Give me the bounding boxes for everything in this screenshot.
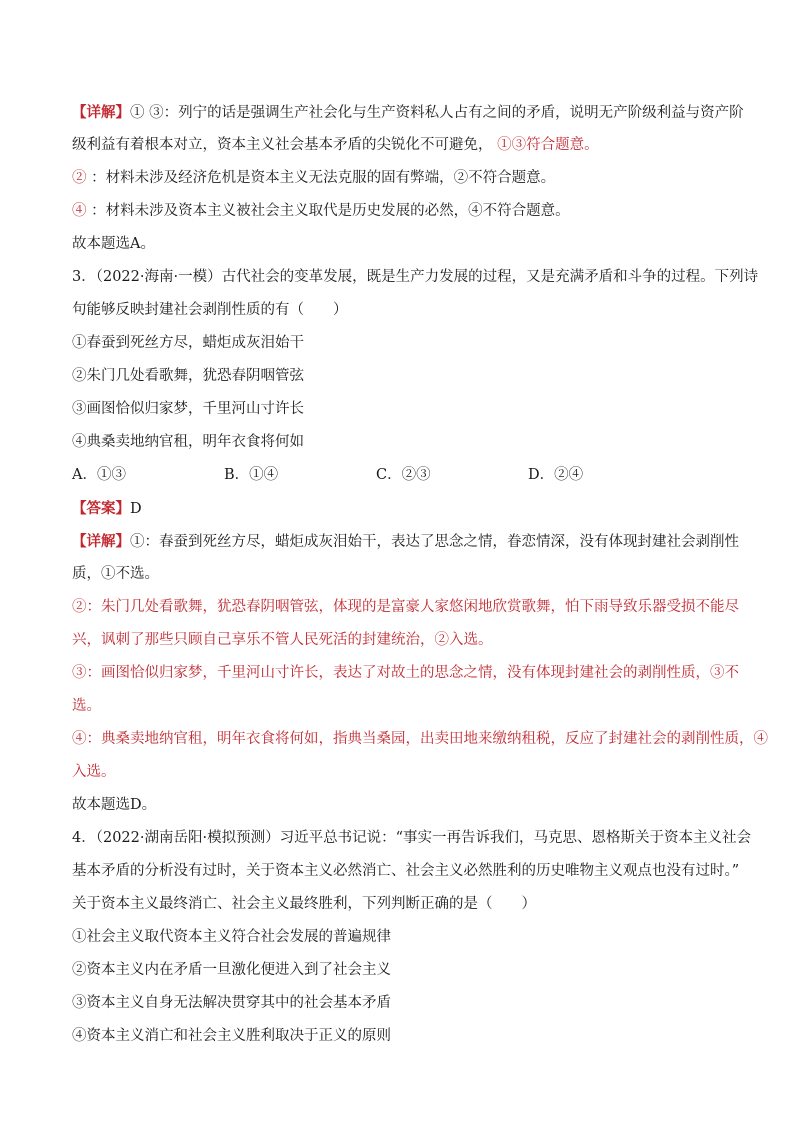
q2-detail-line-1 <box>72 96 744 129</box>
q3-detail-line-2: 质，①不选。 <box>72 566 159 582</box>
q3-stem-line-1: 3．（2022·海南·一模）古代社会的变革发展，既是生产力发展的过程，又是充满矛盾和斗争的过程。下列诗 <box>72 269 759 285</box>
q2-detail-text-2: 级利益有着根本对立，资本主义社会基本矛盾的尖锐化不可避免， <box>72 137 493 153</box>
q3-option-b: B．①④ <box>224 467 279 483</box>
q3-detail-line-5: ③：画图恰似归家梦，千里河山寸许长，表达了对故土的思念之情，没有体现封建社会的剥削性质，③不 <box>72 665 739 681</box>
q2-detail-text-3: ：材料未涉及经济危机是资本主义无法克服的固有弊端，②不符合题意。 <box>86 170 556 186</box>
q3-conclusion: 故本题选D。 <box>72 797 157 813</box>
q2-detail-text-1: ① ③：列宁的话是强调生产社会化与生产资料私人占有之间的矛盾，说明无产阶级利益与资产阶 <box>130 105 744 121</box>
q3-answer-tag: 【答案】 <box>72 500 130 517</box>
q3-item-3: ③画图恰似归家梦，千里河山寸许长 <box>72 401 304 417</box>
q2-detail-line-4 <box>72 195 732 228</box>
q2-detail-marker-4: ④ <box>72 203 87 219</box>
q3-detail-line-8: 入选。 <box>72 764 116 780</box>
q4-stem-line-1: 4．（2022·湖南岳阳·模拟预测）习近平总书记说：“事实一再告诉我们，马克思、恩格斯关于资本主义社会 <box>72 830 752 846</box>
page-content <box>72 96 768 1053</box>
q3-answer <box>72 492 732 525</box>
q3-options <box>72 459 732 492</box>
q3-item-1: ①春蚕到死丝方尽，蜡炬成灰泪始干 <box>72 335 304 351</box>
q3-detail-line-7: ④：典桑卖地纳官租，明年衣食将何如，指典当桑园，出卖田地来缴纳租税，反应了封建社会的剥削性质，④ <box>72 731 768 747</box>
q2-detail-verdict: ①③符合题意。 <box>492 137 599 153</box>
q3-detail-line-3: ②：朱门几处看歌舞，犹恐春阴咽管弦，体现的是富豪人家悠闲地欣赏歌舞，怕下雨导致乐器受损不能尽 <box>72 599 739 615</box>
q3-detail-text-1: ①：春蚕到死丝方尽，蜡炬成灰泪始干，表达了思念之情，眷恋情深，没有体现封建社会剥削性 <box>130 534 739 550</box>
q2-detail-marker-2: ② <box>72 170 87 186</box>
q3-option-c: C．②③ <box>376 467 431 483</box>
q3-detail-tag: 【详解】 <box>72 533 130 550</box>
q4-item-2: ②资本主义内在矛盾一旦激化便进入到了社会主义 <box>72 962 391 978</box>
q3-detail-line-1 <box>72 525 739 558</box>
q3-answer-value: D <box>130 501 142 517</box>
q4-stem-line-3: 关于资本主义最终消亡、社会主义最终胜利，下列判断正确的是（ ） <box>72 896 536 912</box>
q3-item-4: ④典桑卖地纳官租，明年衣食将何如 <box>72 434 304 450</box>
q2-detail-line-2 <box>72 129 732 162</box>
q4-item-1: ①社会主义取代资本主义符合社会发展的普遍规律 <box>72 929 391 945</box>
q2-detail-line-3 <box>72 162 732 195</box>
q4-stem-line-2: 基本矛盾的分析没有过时，关于资本主义必然消亡、社会主义必然胜利的历史唯物主义观点也没有过时。” <box>72 863 740 879</box>
q2-detail-text-4: ：材料未涉及资本主义被社会主义取代是历史发展的必然，④不符合题意。 <box>86 203 570 219</box>
q4-item-3: ③资本主义自身无法解决贯穿其中的社会基本矛盾 <box>72 995 391 1011</box>
q2-detail-tag: 【详解】 <box>72 104 130 121</box>
q3-stem-line-2: 句能够反映封建社会剥削性质的有（ ） <box>72 302 348 318</box>
q3-detail-line-6: 选。 <box>72 698 101 714</box>
q3-option-d: D．②④ <box>528 467 584 483</box>
q4-item-4: ④资本主义消亡和社会主义胜利取决于正义的原则 <box>72 1028 391 1044</box>
q3-detail-line-4: 兴，讽刺了那些只顾自己享乐不管人民死活的封建统治，②入选。 <box>72 632 493 648</box>
q3-option-a: A．①③ <box>72 467 126 483</box>
q2-conclusion: 故本题选A。 <box>72 236 155 252</box>
q3-item-2: ②朱门几处看歌舞，犹恐春阴咽管弦 <box>72 368 304 384</box>
